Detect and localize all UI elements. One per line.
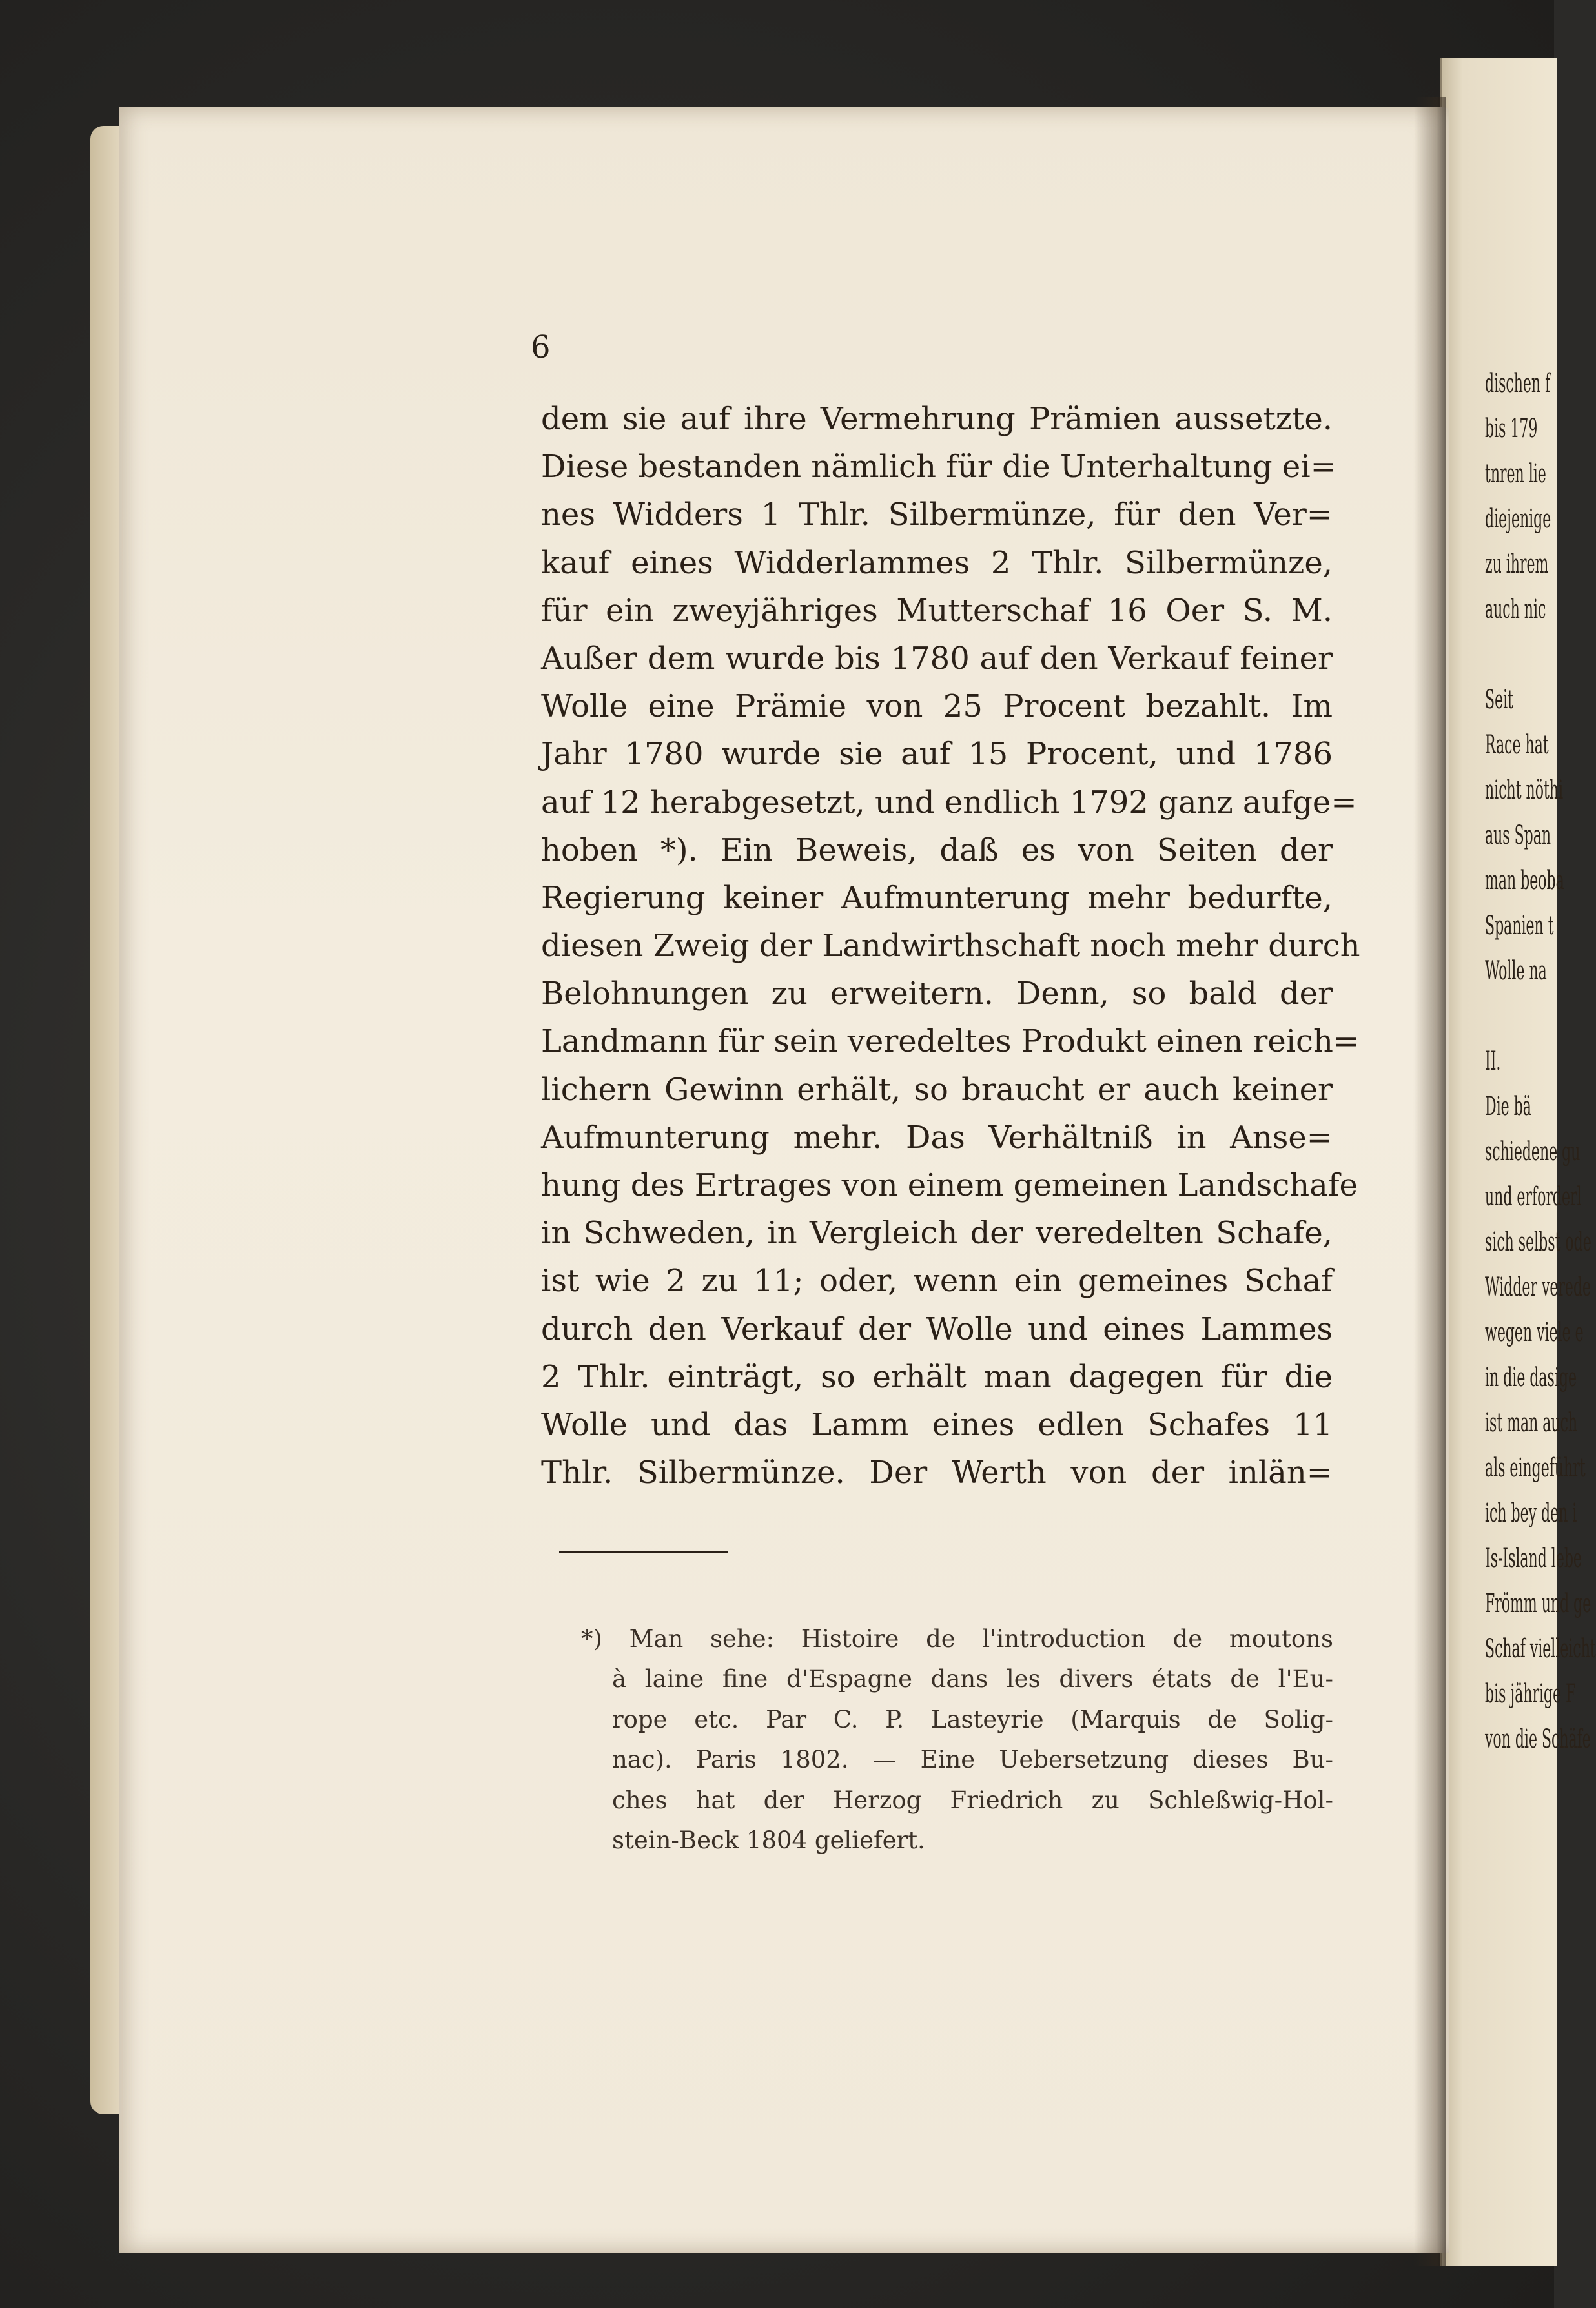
facing-text-fragment: dischen f	[1485, 369, 1551, 398]
facing-text-fragment: auch nic	[1485, 595, 1546, 624]
footnote-line: à laine fine d'Espagne dans les divers états de l'Eu-	[612, 1665, 1333, 1693]
facing-text-fragment: Schaf vielleicht	[1485, 1634, 1596, 1664]
facing-text-fragment: ich bey den i	[1485, 1498, 1577, 1528]
text-line: Außer dem wurde bis 1780 auf den Verkauf feiner	[541, 640, 1333, 677]
facing-text-fragment: tnren lie	[1485, 459, 1546, 489]
text-line: Landmann für sein veredeltes Produkt einen reich=	[541, 1023, 1360, 1060]
text-line: ist wie 2 zu 11; oder, wenn ein gemeines Schaf	[541, 1263, 1333, 1300]
text-line: lichern Gewinn erhält, so braucht er auch keiner	[541, 1071, 1333, 1108]
text-line: nes Widders 1 Thlr. Silbermünze, für den Ver=	[541, 496, 1333, 533]
footnote-rule	[559, 1551, 728, 1553]
text-line: Regierung keiner Aufmunterung mehr bedurfte,	[541, 879, 1333, 916]
text-line: kauf eines Widderlammes 2 Thlr. Silbermünze,	[541, 544, 1333, 581]
facing-text-fragment: Is-Island lebe	[1485, 1544, 1582, 1573]
text-line: dem sie auf ihre Vermehrung Prämien aussetzte.	[541, 401, 1333, 437]
facing-text-fragment: zu ihrem	[1485, 549, 1549, 579]
footnote-line: nac). Paris 1802. — Eine Uebersetzung dieses Bu-	[612, 1746, 1333, 1774]
footnote-line: rope etc. Par C. P. Lasteyrie (Marquis de Solig-	[612, 1705, 1333, 1733]
text-line: 2 Thlr. einträgt, so erhält man dagegen für die	[541, 1358, 1333, 1395]
text-line: durch den Verkauf der Wolle und eines Lammes	[541, 1311, 1333, 1347]
text-line: diesen Zweig der Landwirthschaft noch mehr durch	[541, 928, 1360, 965]
facing-text-fragment: bis 179	[1485, 414, 1538, 444]
facing-text-fragment: Widder verede	[1485, 1272, 1591, 1302]
facing-text-fragment: Wolle na	[1485, 956, 1547, 986]
text-line: auf 12 herabgesetzt, und endlich 1792 ganz aufge=	[541, 784, 1357, 821]
facing-text-fragment: in die dasige	[1485, 1363, 1577, 1393]
text-line: Thlr. Silbermünze. Der Werth von der inlän=	[541, 1455, 1333, 1491]
facing-text-fragment: ist man auch	[1485, 1408, 1578, 1438]
text-line: hoben *). Ein Beweis, daß es von Seiten der	[541, 832, 1333, 868]
page-number: 6	[531, 329, 551, 365]
facing-text-fragment: und erforderl	[1485, 1182, 1582, 1212]
facing-text-fragment: schiedene gu	[1485, 1137, 1581, 1167]
text-line: Belohnungen zu erweitern. Denn, so bald der	[541, 975, 1333, 1012]
facing-text-fragment: Die bä	[1485, 1092, 1531, 1121]
text-line: Wolle eine Prämie von 25 Procent bezahlt. Im	[541, 688, 1333, 725]
footnote	[581, 1619, 1333, 1861]
text-line: in Schweden, in Vergleich der veredelten Schafe,	[541, 1215, 1333, 1252]
text-line: Jahr 1780 wurde sie auf 15 Procent, und 1786	[541, 736, 1333, 773]
facing-text-fragment: Race hat	[1485, 730, 1549, 760]
facing-text-fragment: als eingeführt	[1485, 1453, 1586, 1483]
facing-text-fragment: man beoba	[1485, 866, 1564, 895]
facing-text-fragment: von die Schäfe	[1485, 1724, 1591, 1754]
facing-page	[1440, 58, 1596, 2266]
footnote-line: *) Man sehe: Histoire de l'introduction de moutons	[581, 1625, 1333, 1653]
text-line: Aufmunterung mehr. Das Verhältniß in Anse=	[541, 1119, 1333, 1156]
facing-text-fragment: Frömm und ge	[1485, 1589, 1591, 1619]
facing-text-fragment: wegen viele e	[1485, 1318, 1584, 1347]
facing-text-fragment: Seit	[1485, 685, 1513, 715]
body-text	[541, 395, 1360, 1496]
facing-text-fragment: sich selbst ode	[1485, 1227, 1591, 1257]
facing-text-fragment: aus Span	[1485, 821, 1551, 850]
text-line: für ein zweyjähriges Mutterschaf 16 Oer S. M.	[541, 592, 1333, 629]
text-line: Diese bestanden nämlich für die Unterhaltung ei=	[541, 449, 1336, 485]
text-line: hung des Ertrages von einem gemeinen Landschafe	[541, 1167, 1358, 1203]
text-line: Wolle und das Lamm eines edlen Schafes 11	[541, 1406, 1333, 1443]
footnote-line: ches hat der Herzog Friedrich zu Schleßwig-Hol-	[612, 1786, 1333, 1814]
facing-text-fragment: diejenige	[1485, 504, 1551, 534]
facing-text-fragment: Spanien t	[1485, 911, 1554, 941]
facing-text-fragment: II.	[1485, 1047, 1501, 1076]
facing-text-fragment: nicht nöthi	[1485, 775, 1563, 805]
footnote-line: stein-Beck 1804 geliefert.	[612, 1826, 925, 1854]
facing-text-fragment: bis jährige F	[1485, 1679, 1576, 1709]
spine-shadow	[1414, 97, 1446, 2266]
